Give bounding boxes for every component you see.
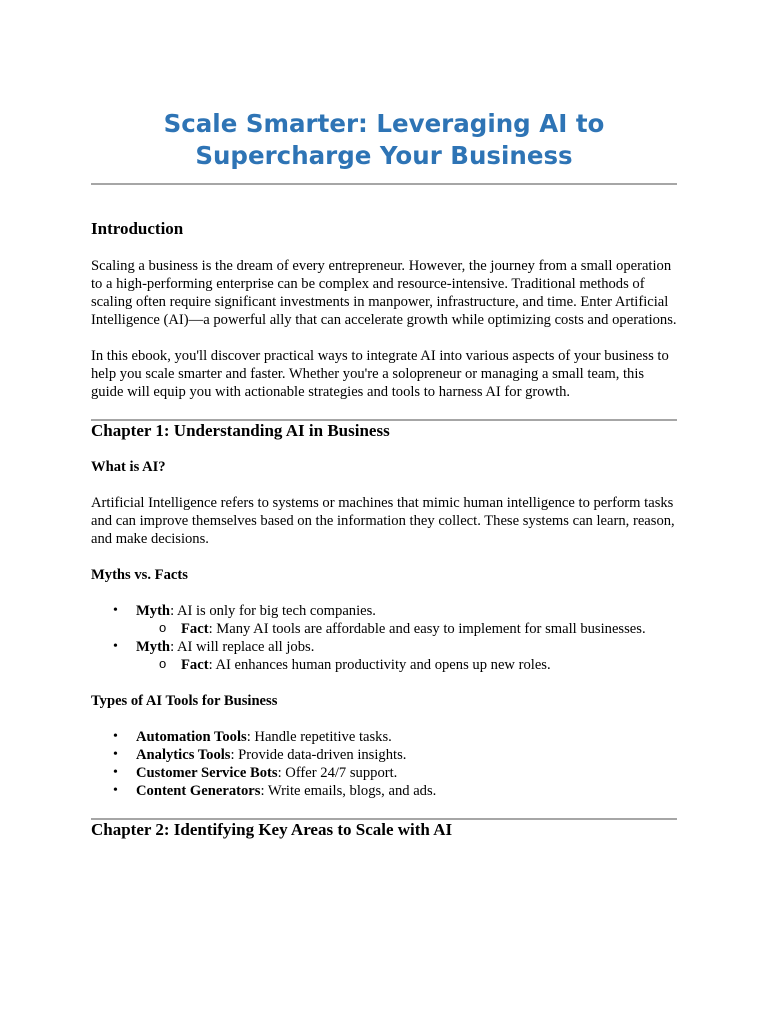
bullet-glyph: • xyxy=(113,783,118,798)
bullet-glyph: • xyxy=(113,729,118,744)
myth-text: : AI is only for big tech companies. xyxy=(170,603,376,619)
ai-tool-item xyxy=(91,782,677,800)
sub-bullet-glyph: o xyxy=(159,656,167,671)
myth-label: Myth xyxy=(136,639,171,655)
ai-tool-label: Automation Tools xyxy=(136,729,247,745)
ai-tool-label: Analytics Tools xyxy=(136,747,231,763)
fact-label: Fact xyxy=(181,657,209,673)
fact-text: : AI enhances human productivity and opens up new roles. xyxy=(208,657,551,673)
ai-tool-item xyxy=(91,728,677,746)
ai-tool-text: : Offer 24/7 support. xyxy=(277,765,398,781)
myth-label: Myth xyxy=(136,603,171,619)
ai-tool-label: Customer Service Bots xyxy=(136,765,278,781)
what-is-ai-paragraph: Artificial Intelligence refers to systems or machines that mimic human intelligence to perform tasks and can improve themselves based on the information they collect. These systems can learn, reason, and make decisions. xyxy=(91,495,675,547)
bullet-glyph: • xyxy=(113,639,118,654)
myth-item-2 xyxy=(91,638,677,674)
bullet-glyph: • xyxy=(113,765,118,780)
bullet-glyph: • xyxy=(113,747,118,762)
title-divider xyxy=(91,183,677,185)
fact-item-2 xyxy=(136,656,677,674)
ai-tool-label: Content Generators xyxy=(136,783,261,799)
ai-tool-text: : Write emails, blogs, and ads. xyxy=(260,783,437,799)
bullet-glyph: • xyxy=(113,603,118,618)
myth-text: : AI will replace all jobs. xyxy=(170,639,315,655)
fact-sublist-2 xyxy=(136,656,677,674)
fact-label: Fact xyxy=(181,621,209,637)
myths-facts-list xyxy=(91,602,677,674)
introduction-paragraph-2: In this ebook, you'll discover practical ways to integrate AI into various aspects of your business to help you scale smarter and faster. Whether you're a solopreneur or managing a small team, this guide will equip you with actionable strategies and tools to harness AI for growth. xyxy=(91,348,669,400)
fact-item-1 xyxy=(136,620,677,638)
introduction-paragraph-1: Scaling a business is the dream of every entrepreneur. However, the journey from a small operation to a high-performing enterprise can be complex and resource-intensive. Traditional methods of scaling often require significant investments in manpower, infrastructure, and time. Enter Artificial Intelligence (AI)—a powerful ally that can accelerate growth while optimizing costs and operations. xyxy=(91,258,677,328)
sub-bullet-glyph: o xyxy=(159,620,167,635)
what-is-ai-heading: What is AI? xyxy=(91,459,166,475)
chapter-2-heading: Chapter 2: Identifying Key Areas to Scale with AI xyxy=(91,820,453,839)
ai-tool-text: : Handle repetitive tasks. xyxy=(246,729,392,745)
document-title-line-2: Supercharge Your Business xyxy=(195,141,573,170)
ai-tools-heading: Types of AI Tools for Business xyxy=(91,693,278,709)
ai-tool-item xyxy=(91,764,677,782)
myths-facts-heading: Myths vs. Facts xyxy=(91,567,188,583)
document-title xyxy=(91,0,677,172)
myth-item-1 xyxy=(91,602,677,638)
fact-sublist-1 xyxy=(136,620,677,638)
introduction-heading: Introduction xyxy=(91,219,184,238)
chapter-1-heading: Chapter 1: Understanding AI in Business xyxy=(91,421,390,440)
ai-tools-list xyxy=(91,728,677,800)
ai-tool-text: : Provide data-driven insights. xyxy=(230,747,407,763)
ai-tool-item xyxy=(91,746,677,764)
document-title-line-1: Scale Smarter: Leveraging AI to xyxy=(163,109,605,138)
fact-text: : Many AI tools are affordable and easy to implement for small businesses. xyxy=(208,621,646,637)
